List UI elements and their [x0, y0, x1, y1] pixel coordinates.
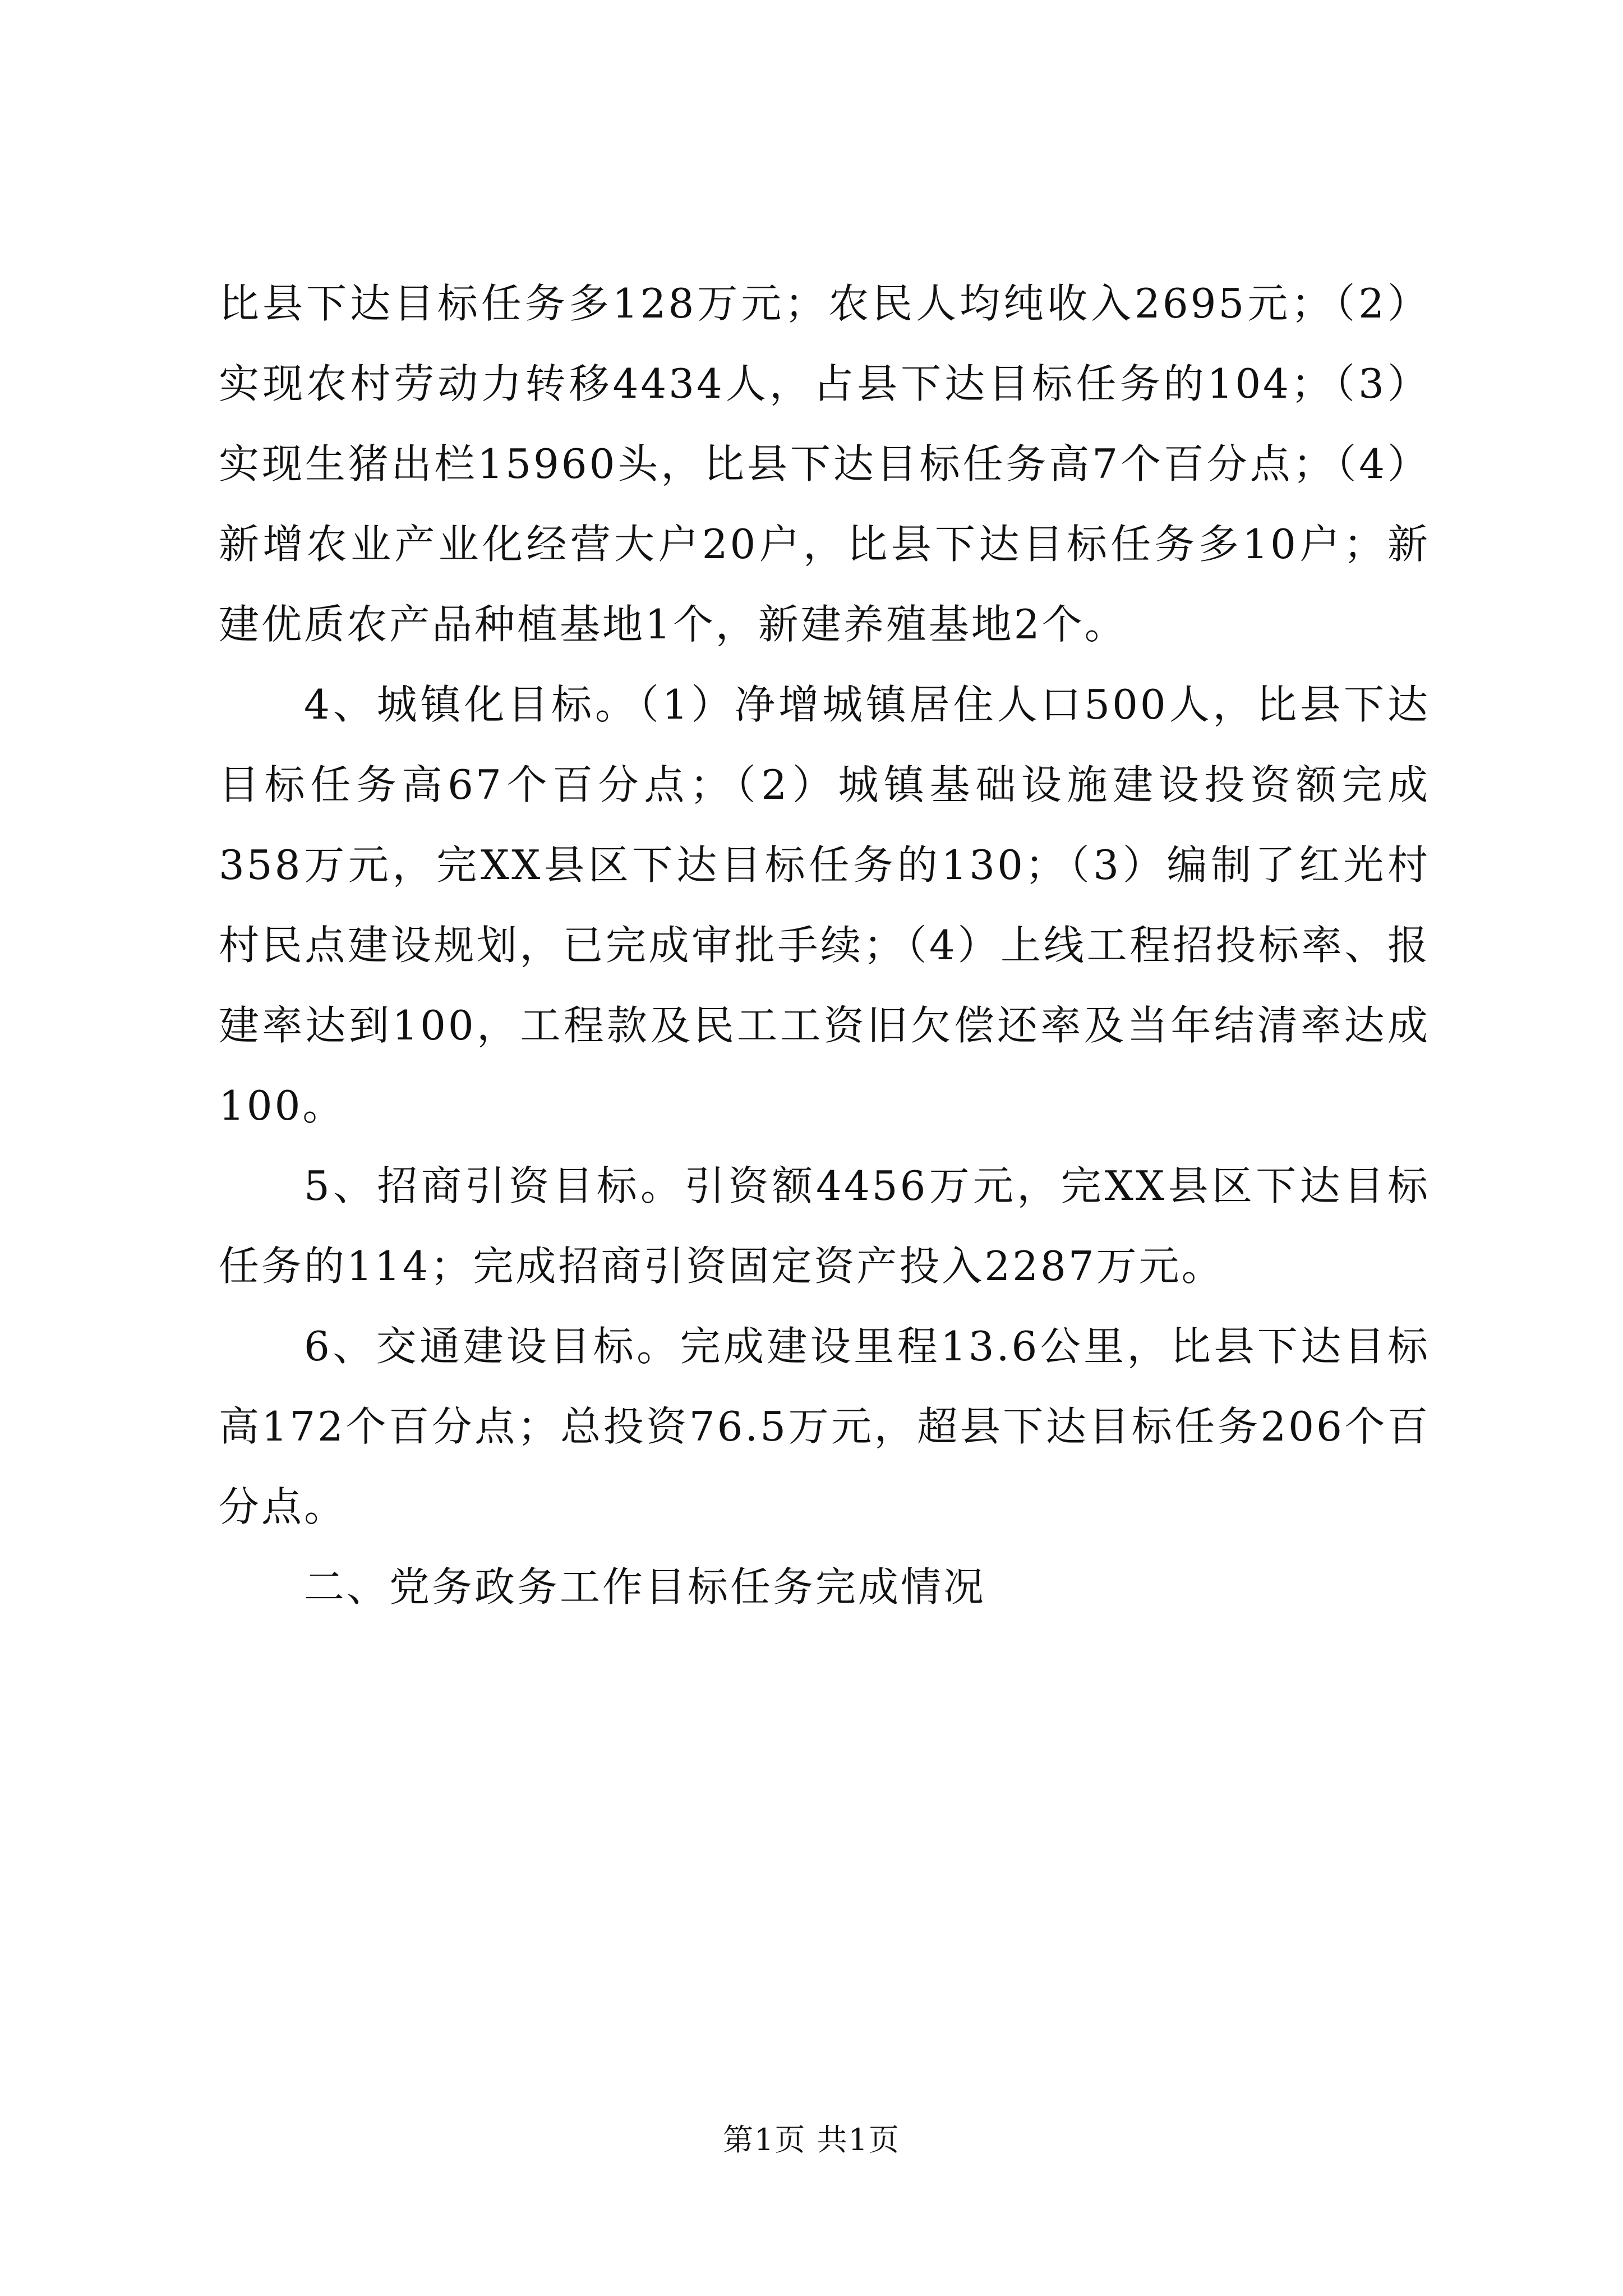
page-footer: [0, 2120, 1623, 2160]
page-number-label: 第1页 共1页: [723, 2122, 900, 2157]
document-body: [219, 264, 1430, 1627]
paragraph-urbanization-target: 4、城镇化目标。（1）净增城镇居住人口500人，比县下达目标任务高67个百分点；（2）城镇基础设施建设投资额完成358万元，完XX县区下达目标任务的130；（3）编制了红光村村民点建设规划，已完成审批手续；（4）上线工程招投标率、报建率达到100，工程款及民工工资旧欠偿还率及当年结清率达成100。: [219, 681, 1430, 1129]
paragraph-investment-target: 5、招商引资目标。引资额4456万元，完XX县区下达目标任务的114；完成招商引资固定资产投入2287万元。: [219, 1162, 1430, 1290]
paragraph-continuation: 比县下达目标任务多128万元；农民人均纯收入2695元；（2）实现农村劳动力转移4434人，占县下达目标任务的104；（3）实现生猪出栏15960头，比县下达目标任务高7个百分点；（4）新增农业产业化经营大户20户，比县下达目标任务多10户；新建优质农产品种植基地1个，新建养殖基地2个。: [219, 280, 1430, 648]
section-heading-party-affairs: 二、党务政务工作目标任务完成情况: [304, 1563, 986, 1611]
paragraph-transport-target: 6、交通建设目标。完成建设里程13.6公里，比县下达目标高172个百分点；总投资76.5万元，超县下达目标任务206个百分点。: [219, 1323, 1430, 1530]
